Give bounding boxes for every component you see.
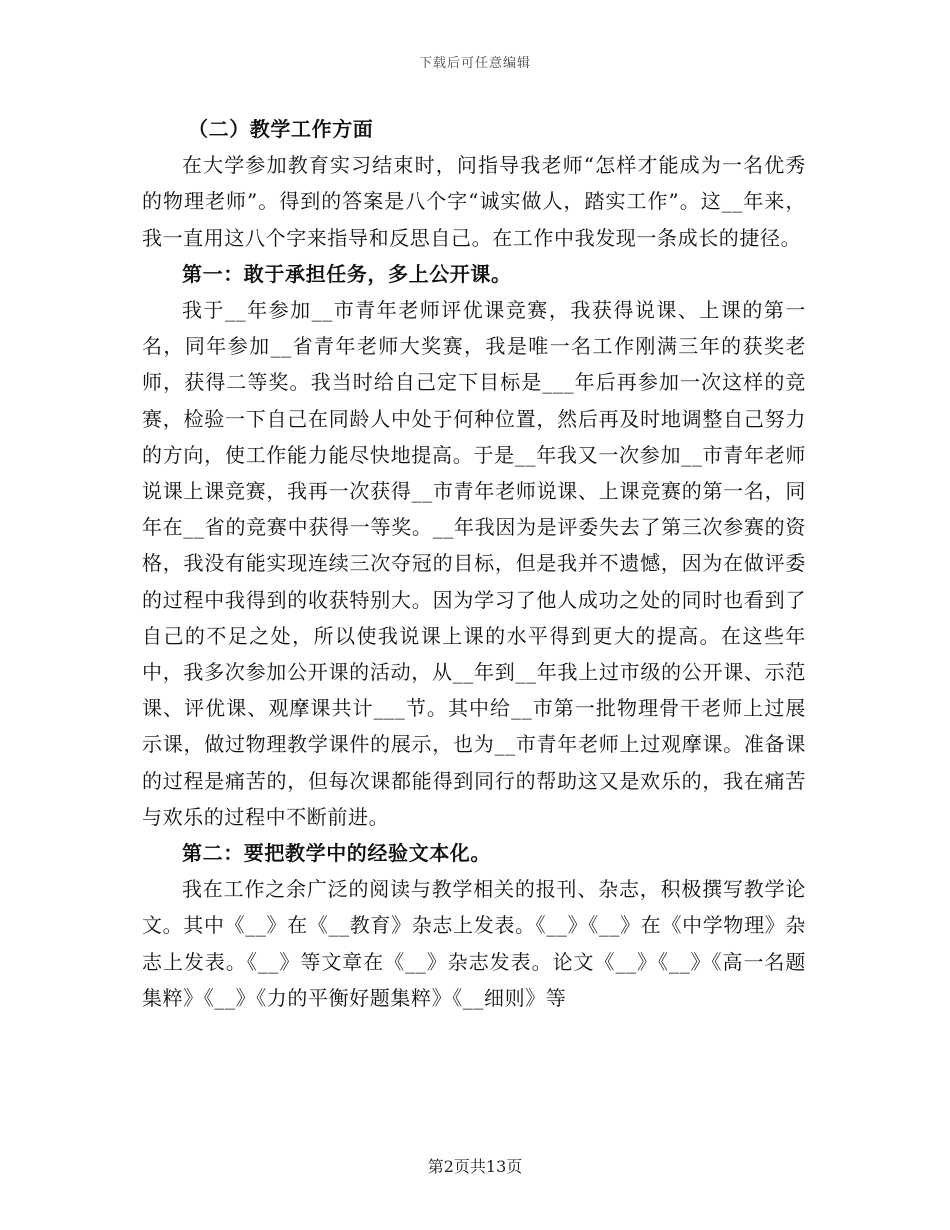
section-title: （二）教学工作方面 [188, 117, 374, 141]
document-body [142, 111, 806, 1016]
paragraph-publications: 我在工作之余广泛的阅读与教学相关的报刊、杂志，积极撰写教学论文。其中《__》在《__教育》杂志上发表。《__》《__》在《中学物理》杂志上发表。《__》等文章在《__》杂志发表。论文《__》《__》《高一名题集粹》《__》《力的平衡好题集粹》《__细则》等 [142, 877, 806, 1010]
point-heading-1: 第一：敢于承担任务，多上公开课。 [182, 261, 512, 286]
paragraph-competitions: 我于__年参加__市青年老师评优课竞赛，我获得说课、上课的第一名，同年参加__省青年老师大奖赛，我是唯一名工作刚满三年的获奖老师，获得二等奖。我当时给自己定下目标是___年后再参加一次这样的竞赛，检验一下自己在同龄人中处于何种位置，然后再及时地调整自己努力的方向，使工作能力能尽快地提高。于是__年我又一次参加__市青年老师说课上课竞赛，我再一次获得__市青年老师说课、上课竞赛的第一名，同年在__省的竞赛中获得一等奖。__年我因为是评委失去了第三次参赛的资格，我没有能实现连续三次夺冠的目标，但是我并不遗憾，因为在做评委的过程中我得到的收获特别大。因为学习了他人成功之处的同时也看到了自己的不足之处，所以使我说课上课的水平得到更大的提高。在这些年中，我多次参加公开课的活动，从__年到__年我上过市级的公开课、示范课、评优课、观摩课共计___节。其中给__市第一批物理骨干老师上过展示课，做过物理教学课件的展示，也为__市青年老师上过观摩课。准备课的过程是痛苦的，但每次课都能得到同行的帮助这又是欢乐的，我在痛苦与欢乐的过程中不断前进。 [142, 298, 806, 829]
paragraph-intro: 在大学参加教育实习结束时，问指导我老师“怎样才能成为一名优秀的物理老师”。得到的答案是八个字“诚实做人，踏实工作”。这__年来，我一直用这八个字来指导和反思自己。在工作中我发现一条成长的捷径。 [142, 153, 806, 250]
page-header-note: 下载后可任意编辑 [418, 56, 531, 71]
page-number: 第2页共13页 [427, 1157, 523, 1176]
point-heading-2: 第二：要把教学中的经验文本化。 [182, 841, 491, 866]
